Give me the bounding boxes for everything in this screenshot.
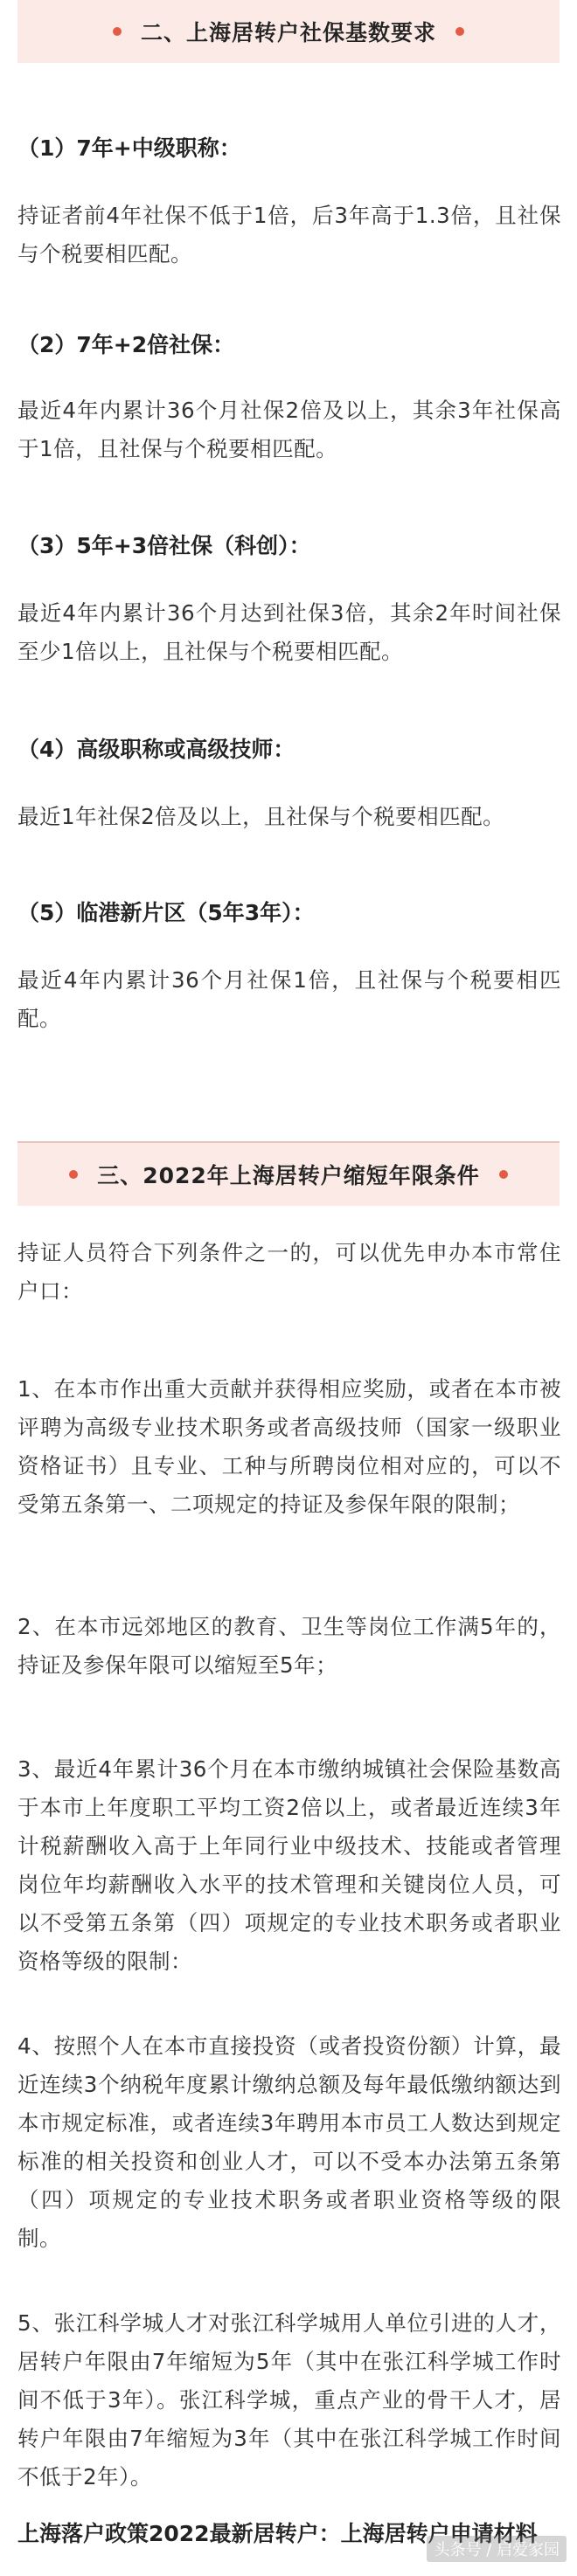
section-2-header [17, 0, 560, 63]
related-link-title[interactable]: 上海落户政策2022最新居转户：上海居转户申请材料 [17, 2521, 538, 2546]
item-heading: （1）7年+中级职称： [17, 135, 241, 161]
condition-item: 5、张江科学城人才对张江科学城用人单位引进的人才，居转户年限由7年缩短为5年（其中在张江科学城工作时间不低于3年）。张江科学城，重点产业的骨干人才，居转户年限由7年缩短为3年（其中在张江科学城工作时间不低于2年）。 [17, 2310, 561, 2489]
item-heading: （4）高级职称或高级技师： [17, 737, 295, 762]
section-3-title: 三、2022年上海居转户缩短年限条件 [97, 1163, 480, 1188]
item-text: 持证者前4年社保不低于1倍，后3年高于1.3倍，且社保与个税要相匹配。 [17, 203, 561, 267]
section-3-header [17, 1141, 560, 1206]
item-heading: （2）7年+2倍社保： [17, 332, 235, 357]
section-2-title: 二、上海居转户社保基数要求 [140, 20, 436, 45]
condition-item: 1、在本市作出重大贡献并获得相应奖励，或者在本市被评聘为高级专业技术职务或者高级技师（国家一级职业资格证书）且专业、工种与所聘岗位相对应的，可以不受第五条第一、二项规定的持证及参保年限的限制； [17, 1376, 561, 1517]
section-3-intro: 持证人员符合下列条件之一的，可以优先申办本市常住户口： [17, 1240, 561, 1304]
condition-item: 4、按照个人在本市直接投资（或者投资份额）计算，最近连续3个纳税年度累计缴纳总额及每年最低缴纳额达到本市规定标准，或者连续3年聘用本市员工人数达到规定标准的相关投资和创业人才，可以不受本办法第五条第（四）项规定的专业技术职务或者职业资格等级的限制。 [17, 2033, 561, 2251]
item-text: 最近4年内累计36个月社保2倍及以上，其余3年社保高于1倍，且社保与个税要相匹配。 [17, 398, 561, 461]
bullet-dot-icon [455, 27, 464, 36]
bullet-dot-icon [499, 1170, 508, 1179]
bullet-dot-icon [113, 27, 122, 36]
condition-item: 3、最近4年累计36个月在本市缴纳城镇社会保险基数高于本市上年度职工平均工资2倍以上，或者最近连续3年计税薪酬收入高于上年同行业中级技术、技能或者管理岗位年均薪酬收入水平的技术管理和关键岗位人员，可以不受第五条第（四）项规定的专业技术职务或者职业资格等级的限制： [17, 1756, 561, 1974]
bullet-dot-icon [69, 1170, 78, 1179]
item-text: 最近4年内累计36个月社保1倍，且社保与个税要相匹配。 [17, 967, 561, 1031]
item-text: 最近1年社保2倍及以上，且社保与个税要相匹配。 [17, 804, 505, 829]
item-heading: （3）5年+3倍社保（科创）： [17, 533, 311, 558]
watermark: 头条号 / 启爱家园 [427, 2536, 567, 2562]
item-text: 最近4年内累计36个月达到社保3倍，其余2年时间社保至少1倍以上，且社保与个税要相匹配。 [17, 600, 561, 664]
item-heading: （5）临港新片区（5年3年）： [17, 900, 315, 925]
condition-item: 2、在本市远郊地区的教育、卫生等岗位工作满5年的，持证及参保年限可以缩短至5年； [17, 1614, 561, 1678]
